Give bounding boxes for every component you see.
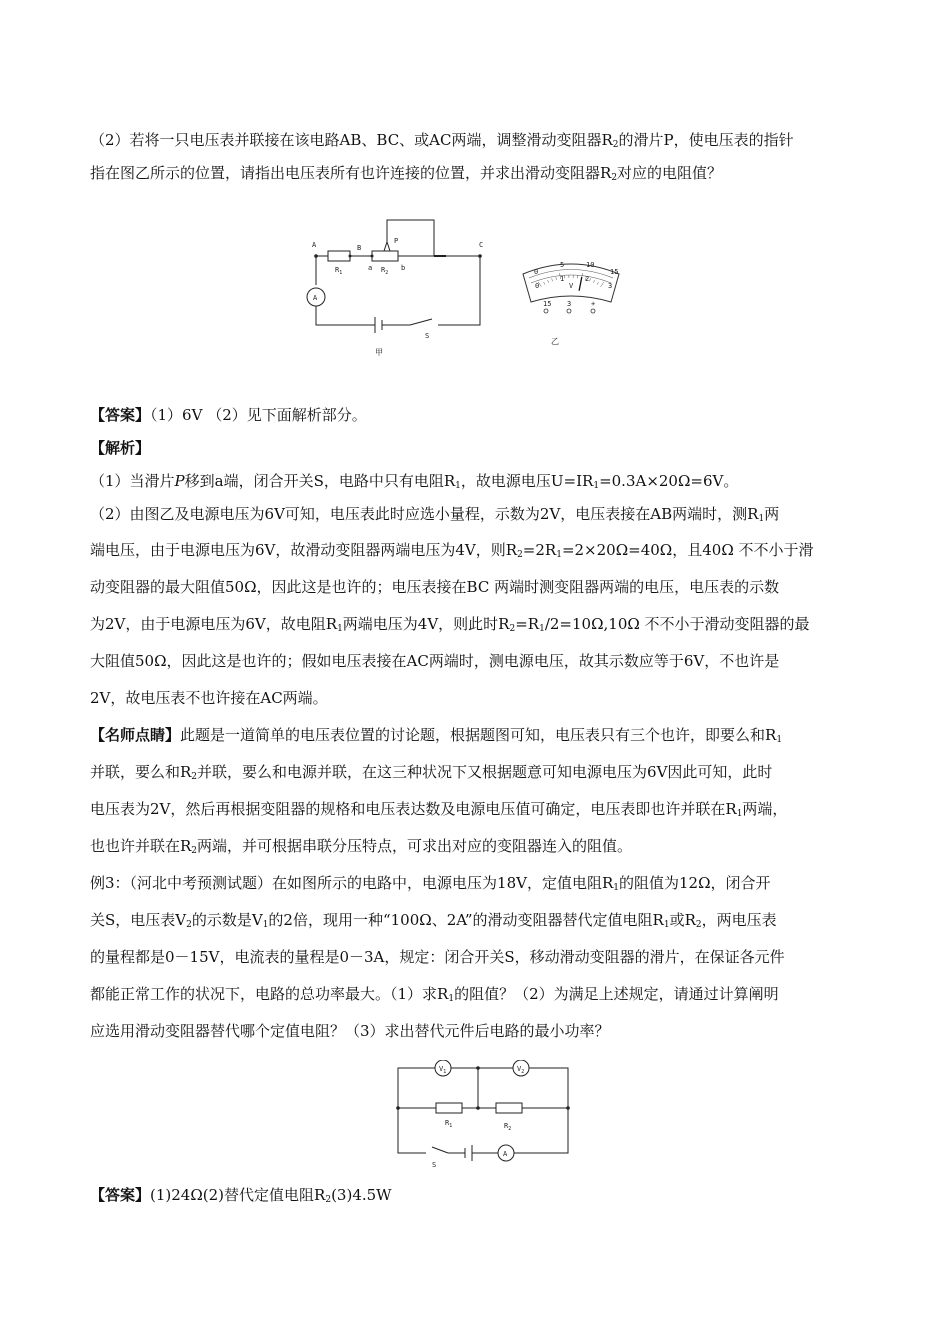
scale-top-0: 0 [534, 268, 539, 276]
analysis-line-5: 为2V，由于电源电压为6V，故电阻$R_1$两端电压为4V，则此时$R_2=R_1/2=10\Omega,10\Omega$ 不不小于滑动变阻器的最 [90, 615, 810, 634]
example-3-line-3: 的量程都是0－15V，电流表的量程是0－3A，规定：闭合开关S，移动滑动变阻器的滑片，在保证各元件 [90, 948, 785, 966]
label-a: a [368, 264, 373, 272]
unit-V: V [569, 282, 574, 290]
teacher-line-1: 【名师点睛】此题是一道简单的电压表位置的讨论题，根据题图可知，电压表只有三个也许，即要么和$R_1$ [90, 726, 783, 745]
analysis-line-2: （2）由图乙及电源电压为6V可知，电压表此时应选小量程，示数为2V，电压表接在AB两端时，测$R_1$两 [90, 505, 780, 524]
scale-tick [552, 278, 553, 281]
label-R2: $R_2$ [504, 1122, 512, 1132]
analysis-tag: 【解析】 [90, 439, 151, 457]
caption-yi: 乙 [551, 337, 559, 346]
terminal-3-label: 3 [567, 300, 572, 308]
question-2-line-1: （2）若将一只电压表并联接在该电路AB、BC、或AC两端，调整滑动变阻器$R_2$的滑片P，使电压表的指针 [90, 131, 794, 150]
scale-top-5: 5 [560, 261, 565, 269]
label-b: b [401, 264, 406, 272]
scale-tick [601, 282, 604, 287]
scale-tick [597, 282, 598, 285]
voltmeter-V1-label: $V_1$ [439, 1065, 447, 1075]
circuit-figure-jia [300, 210, 500, 360]
label-R1: $R_1$ [445, 1119, 453, 1129]
label-C: C [479, 241, 484, 249]
ammeter-label: A [503, 1150, 508, 1158]
scale-tick [556, 277, 557, 280]
scale-bottom-1: 1 [560, 275, 565, 283]
label-S: S [432, 1161, 437, 1169]
circuit-figure-example-3 [390, 1060, 580, 1170]
voltmeter-V2-label: $V_2$ [517, 1065, 525, 1075]
scale-top-10: 10 [586, 261, 595, 269]
label-P: P [394, 237, 399, 245]
question-2-line-2: 指在图乙所示的位置，请指出电压表所有也许连接的位置，并求出滑动变阻器$R_2$对应的电阻值？ [90, 164, 723, 183]
label-B: B [357, 244, 362, 252]
label-R2: $R_2$ [381, 266, 389, 276]
label-A: A [312, 241, 317, 249]
scale-bottom-2: 2 [585, 275, 590, 283]
scale-tick [593, 280, 594, 283]
answer-3: 【答案】(1)24Ω(2)替代定值电阻$R_2(3)4.5W$ [90, 1186, 392, 1205]
caption-jia: 甲 [375, 348, 383, 357]
teacher-line-3: 电压表为2V，然后再根据变阻器的规格和电压表达数及电源电压值可确定，电压表即也许并联在$R_1$两端， [90, 800, 788, 819]
analysis-line-3: 端电压，由于电源电压为6V，故滑动变阻器两端电压为4V，则$R_2=2R_1=2\times 20\Omega=40\Omega$，且40Ω 不不小于滑 [90, 541, 814, 560]
analysis-line-6: 大阻值50Ω，因此这是也许的；假如电压表接在AC两端时，测电源电压，故其示数应等于6V，不也许是 [90, 652, 780, 670]
scale-tick [589, 278, 590, 281]
example-3-line-5: 应选用滑动变阻器替代哪个定值电阻？（3）求出替代元件后电路的最小功率？ [90, 1022, 610, 1040]
scale-tick [544, 282, 545, 285]
voltmeter-figure-yi [515, 252, 635, 352]
example-3-line-1: 例3：（河北中考预测试题）在如图所示的电路中，电源电压为18V，定值电阻$R_1$的阻值为12Ω，闭合开 [90, 874, 771, 893]
ammeter-label: A [313, 294, 318, 302]
teacher-line-4: 也也许并联在$R_2$两端，并可根据串联分压特点，可求出对应的变阻器连入的阻值。 [90, 837, 633, 856]
terminal-15-label: 15 [543, 300, 552, 308]
analysis-line-1: （1）当滑片P移到a端，闭合开关S，电路中只有电阻$R_1$，故电源电压$U=IR_1=0.3A\times 20\Omega=6V$。 [90, 472, 739, 491]
answer-1: 【答案】（1）6V （2）见下面解析部分。 [90, 406, 367, 424]
voltmeter-needle [579, 277, 582, 291]
example-3-line-4: 都能正常工作的状况下，电路的总功率最大。（1）求$R_1$的阻值？（2）为满足上述规定，请通过计算阐明 [90, 985, 779, 1004]
label-R1: $R_1$ [335, 266, 343, 276]
example-3-line-2: 关S，电压表$V_2$的示数是$V_1$的2倍，现用一种“100Ω、2A”的滑动变阻器替代定值电阻$R_1$或$R_2$，两电压表 [90, 911, 777, 930]
analysis-line-7: 2V，故电压表不也许接在AC两端。 [90, 689, 328, 707]
scale-bottom-0: 0 [535, 282, 540, 290]
scale-bottom-3: 3 [608, 282, 613, 290]
teacher-line-2: 并联，要么和$R_2$并联，要么和电源并联，在这三种状况下又根据题意可知电源电压为6V因此可知，此时 [90, 763, 773, 782]
label-S: S [425, 332, 430, 340]
analysis-line-4: 动变阻器的最大阻值50Ω，因此这是也许的；电压表接在BC 两端时测变阻器两端的电压，电压表的示数 [90, 578, 780, 596]
scale-tick [548, 280, 549, 283]
scale-top-15: 15 [610, 268, 619, 276]
terminal-plus-label: + [591, 300, 596, 308]
